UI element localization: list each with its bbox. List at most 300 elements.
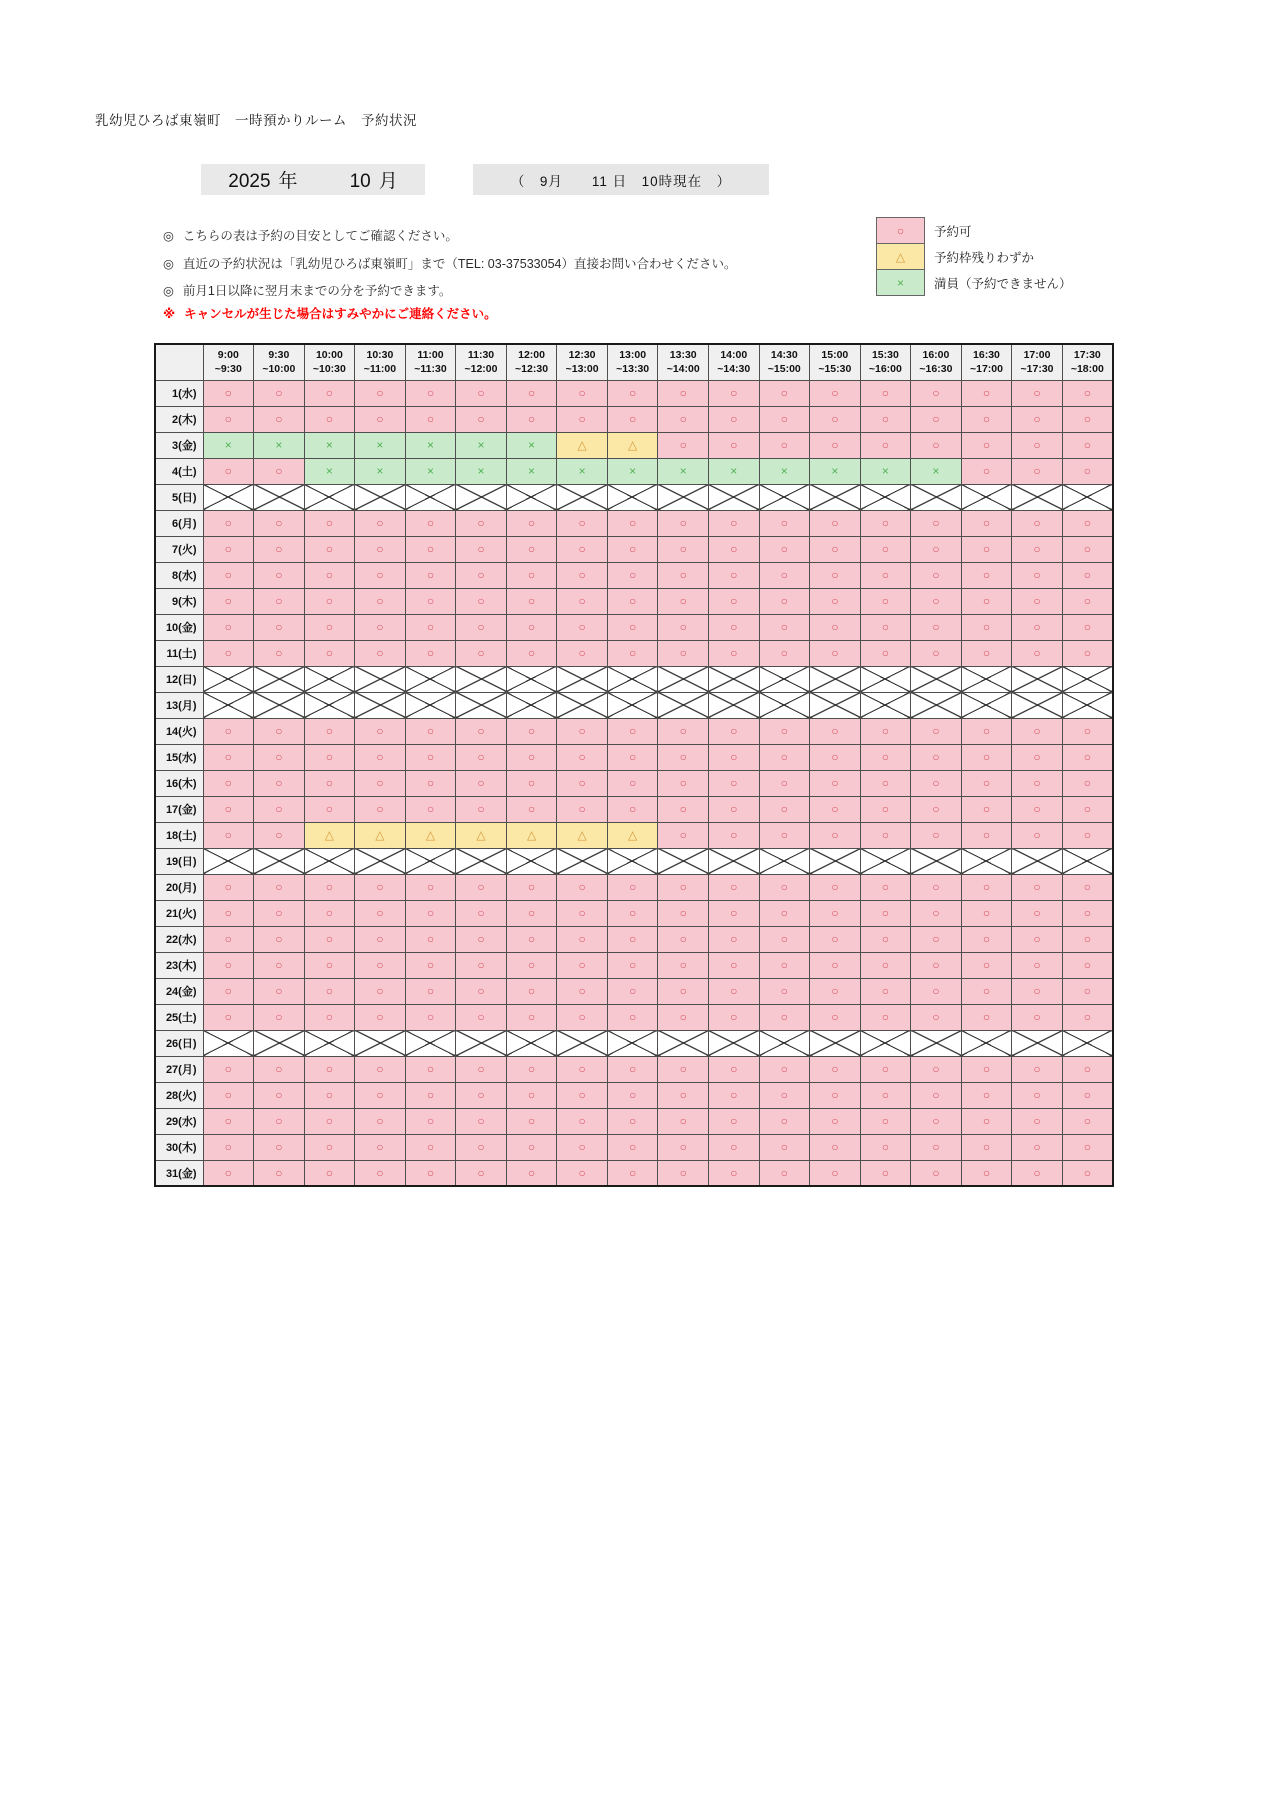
slot-cell-full: × xyxy=(405,432,456,458)
slot-cell-available: ○ xyxy=(759,900,810,926)
slot-cell-available: ○ xyxy=(405,1082,456,1108)
slot-cell-available: ○ xyxy=(355,1056,406,1082)
date-label: 15(水) xyxy=(155,744,203,770)
slot-cell-closed xyxy=(355,1030,406,1056)
date-label: 14(火) xyxy=(155,718,203,744)
slot-cell-closed xyxy=(607,848,658,874)
slot-cell-available: ○ xyxy=(658,1082,709,1108)
slot-cell-available: ○ xyxy=(1062,900,1113,926)
slot-cell-available: ○ xyxy=(456,1082,507,1108)
slot-cell-available: ○ xyxy=(658,744,709,770)
date-label: 27(月) xyxy=(155,1056,203,1082)
slot-cell-available: ○ xyxy=(355,874,406,900)
slot-cell-available: ○ xyxy=(456,562,507,588)
slot-cell-available: ○ xyxy=(658,822,709,848)
slot-cell-available: ○ xyxy=(203,796,254,822)
slot-cell-available: ○ xyxy=(759,1004,810,1030)
slot-cell-closed xyxy=(405,692,456,718)
slot-cell-available: ○ xyxy=(1062,926,1113,952)
slot-cell-available: ○ xyxy=(557,770,608,796)
slot-cell-available: ○ xyxy=(1012,744,1063,770)
slot-cell-closed xyxy=(860,692,911,718)
date-label: 28(火) xyxy=(155,1082,203,1108)
slot-cell-few-remaining: △ xyxy=(355,822,406,848)
note-marker: ◎ xyxy=(163,229,174,243)
date-row xyxy=(155,926,1113,952)
page-title: 乳幼児ひろば東嶺町 一時預かりルーム 予約状況 xyxy=(95,113,417,128)
slot-cell-available: ○ xyxy=(759,380,810,406)
slot-cell-available: ○ xyxy=(911,588,962,614)
slot-cell-available: ○ xyxy=(557,744,608,770)
slot-cell-available: ○ xyxy=(961,1004,1012,1030)
slot-cell-available: ○ xyxy=(506,614,557,640)
date-label: 11(土) xyxy=(155,640,203,666)
date-label: 31(金) xyxy=(155,1160,203,1186)
slot-cell-available: ○ xyxy=(1012,432,1063,458)
slot-cell-available: ○ xyxy=(1062,978,1113,1004)
slot-cell-available: ○ xyxy=(708,926,759,952)
slot-cell-closed xyxy=(911,666,962,692)
slot-cell-available: ○ xyxy=(203,978,254,1004)
slot-cell-full: × xyxy=(456,458,507,484)
slot-cell-few-remaining: △ xyxy=(557,822,608,848)
slot-cell-available: ○ xyxy=(658,952,709,978)
slot-cell-available: ○ xyxy=(708,432,759,458)
slot-cell-available: ○ xyxy=(911,562,962,588)
slot-cell-full: × xyxy=(304,458,355,484)
slot-cell-available: ○ xyxy=(254,614,305,640)
slot-cell-available: ○ xyxy=(203,874,254,900)
time-slot-header: 10:30 ~11:00 xyxy=(355,344,406,380)
slot-cell-available: ○ xyxy=(708,952,759,978)
slot-cell-available: ○ xyxy=(607,1160,658,1186)
date-label: 10(金) xyxy=(155,614,203,640)
note-text: こちらの表は予約の目安としてご確認ください。 xyxy=(182,229,458,243)
slot-cell-available: ○ xyxy=(911,1108,962,1134)
slot-cell-closed xyxy=(203,666,254,692)
slot-cell-available: ○ xyxy=(860,536,911,562)
slot-cell-available: ○ xyxy=(557,1134,608,1160)
slot-cell-available: ○ xyxy=(658,588,709,614)
slot-cell-available: ○ xyxy=(860,874,911,900)
date-row xyxy=(155,432,1113,458)
slot-cell-available: ○ xyxy=(860,978,911,1004)
slot-cell-available: ○ xyxy=(759,640,810,666)
slot-cell-available: ○ xyxy=(405,796,456,822)
year-month-box xyxy=(201,164,425,195)
slot-cell-available: ○ xyxy=(557,952,608,978)
slot-cell-available: ○ xyxy=(254,406,305,432)
time-slot-header: 11:30 ~12:00 xyxy=(456,344,507,380)
slot-cell-available: ○ xyxy=(1062,1134,1113,1160)
slot-cell-available: ○ xyxy=(456,588,507,614)
slot-cell-closed xyxy=(355,692,406,718)
slot-cell-available: ○ xyxy=(557,718,608,744)
slot-cell-available: ○ xyxy=(1012,874,1063,900)
slot-cell-available: ○ xyxy=(810,952,861,978)
slot-cell-available: ○ xyxy=(810,1056,861,1082)
slot-cell-closed xyxy=(557,666,608,692)
date-row xyxy=(155,380,1113,406)
slot-cell-closed xyxy=(607,666,658,692)
slot-cell-available: ○ xyxy=(1012,900,1063,926)
slot-cell-few-remaining: △ xyxy=(506,822,557,848)
slot-cell-available: ○ xyxy=(557,1082,608,1108)
slot-cell-available: ○ xyxy=(860,562,911,588)
slot-cell-available: ○ xyxy=(658,1134,709,1160)
slot-cell-closed xyxy=(658,848,709,874)
slot-cell-closed xyxy=(961,692,1012,718)
date-label: 30(木) xyxy=(155,1134,203,1160)
slot-cell-available: ○ xyxy=(557,614,608,640)
date-label: 26(日) xyxy=(155,1030,203,1056)
slot-cell-few-remaining: △ xyxy=(557,432,608,458)
slot-cell-closed xyxy=(1012,484,1063,510)
slot-cell-available: ○ xyxy=(203,406,254,432)
slot-cell-available: ○ xyxy=(810,406,861,432)
time-slot-header: 9:30 ~10:00 xyxy=(254,344,305,380)
slot-cell-available: ○ xyxy=(860,614,911,640)
slot-cell-available: ○ xyxy=(911,926,962,952)
date-row xyxy=(155,770,1113,796)
slot-cell-available: ○ xyxy=(1062,614,1113,640)
time-slot-header: 17:30 ~18:00 xyxy=(1062,344,1113,380)
slot-cell-available: ○ xyxy=(759,1056,810,1082)
legend xyxy=(876,218,1072,296)
slot-cell-available: ○ xyxy=(607,874,658,900)
slot-cell-available: ○ xyxy=(708,1134,759,1160)
reservation-status-table xyxy=(154,343,1114,1187)
slot-cell-available: ○ xyxy=(506,744,557,770)
year-group xyxy=(228,166,297,193)
slot-cell-available: ○ xyxy=(456,1056,507,1082)
date-label: 1(水) xyxy=(155,380,203,406)
slot-cell-available: ○ xyxy=(860,1160,911,1186)
slot-cell-available: ○ xyxy=(860,796,911,822)
slot-cell-available: ○ xyxy=(1062,406,1113,432)
slot-cell-available: ○ xyxy=(506,1108,557,1134)
slot-cell-available: ○ xyxy=(1062,1108,1113,1134)
slot-cell-available: ○ xyxy=(810,380,861,406)
slot-cell-available: ○ xyxy=(759,718,810,744)
slot-cell-closed xyxy=(203,692,254,718)
slot-cell-available: ○ xyxy=(759,874,810,900)
slot-cell-available: ○ xyxy=(911,770,962,796)
slot-cell-available: ○ xyxy=(506,1004,557,1030)
slot-cell-available: ○ xyxy=(759,978,810,1004)
slot-cell-available: ○ xyxy=(254,770,305,796)
slot-cell-available: ○ xyxy=(911,510,962,536)
slot-cell-available: ○ xyxy=(1012,796,1063,822)
slot-cell-closed xyxy=(254,484,305,510)
slot-cell-available: ○ xyxy=(557,796,608,822)
slot-cell-closed xyxy=(355,848,406,874)
slot-cell-available: ○ xyxy=(405,1004,456,1030)
slot-cell-available: ○ xyxy=(708,900,759,926)
slot-cell-available: ○ xyxy=(759,1134,810,1160)
slot-cell-available: ○ xyxy=(961,1160,1012,1186)
slot-cell-closed xyxy=(557,484,608,510)
legend-row-few-remaining xyxy=(876,243,1072,270)
slot-cell-available: ○ xyxy=(1012,614,1063,640)
slot-cell-available: ○ xyxy=(961,718,1012,744)
slot-cell-available: ○ xyxy=(607,1108,658,1134)
slot-cell-available: ○ xyxy=(1062,744,1113,770)
slot-cell-closed xyxy=(810,692,861,718)
slot-cell-available: ○ xyxy=(759,614,810,640)
date-label: 3(金) xyxy=(155,432,203,458)
slot-cell-few-remaining: △ xyxy=(607,432,658,458)
slot-cell-available: ○ xyxy=(759,926,810,952)
slot-cell-available: ○ xyxy=(1062,822,1113,848)
slot-cell-available: ○ xyxy=(658,874,709,900)
slot-cell-closed xyxy=(607,692,658,718)
slot-cell-available: ○ xyxy=(759,1108,810,1134)
slot-cell-available: ○ xyxy=(961,744,1012,770)
slot-cell-available: ○ xyxy=(405,926,456,952)
slot-cell-available: ○ xyxy=(304,588,355,614)
slot-cell-available: ○ xyxy=(961,874,1012,900)
time-slot-header: 12:00 ~12:30 xyxy=(506,344,557,380)
slot-cell-available: ○ xyxy=(860,1134,911,1160)
slot-cell-available: ○ xyxy=(961,432,1012,458)
slot-cell-available: ○ xyxy=(860,588,911,614)
slot-cell-available: ○ xyxy=(860,900,911,926)
slot-cell-closed xyxy=(759,692,810,718)
date-label: 22(水) xyxy=(155,926,203,952)
slot-cell-available: ○ xyxy=(405,744,456,770)
date-row xyxy=(155,1030,1113,1056)
note-check-guide xyxy=(163,226,458,244)
time-header-row xyxy=(155,344,1113,380)
slot-cell-available: ○ xyxy=(961,900,1012,926)
date-row xyxy=(155,666,1113,692)
slot-cell-available: ○ xyxy=(708,796,759,822)
slot-cell-available: ○ xyxy=(708,718,759,744)
slot-cell-available: ○ xyxy=(203,588,254,614)
slot-cell-available: ○ xyxy=(254,640,305,666)
slot-cell-closed xyxy=(557,692,608,718)
slot-cell-available: ○ xyxy=(911,952,962,978)
date-label: 7(火) xyxy=(155,536,203,562)
slot-cell-available: ○ xyxy=(961,406,1012,432)
slot-cell-available: ○ xyxy=(506,1160,557,1186)
date-row xyxy=(155,614,1113,640)
slot-cell-available: ○ xyxy=(810,874,861,900)
slot-cell-available: ○ xyxy=(607,380,658,406)
date-row xyxy=(155,978,1113,1004)
slot-cell-available: ○ xyxy=(405,1134,456,1160)
month-unit: 月 xyxy=(378,171,398,192)
slot-cell-available: ○ xyxy=(1012,458,1063,484)
slot-cell-available: ○ xyxy=(911,380,962,406)
slot-cell-available: ○ xyxy=(203,536,254,562)
slot-cell-available: ○ xyxy=(911,614,962,640)
slot-cell-closed xyxy=(254,1030,305,1056)
slot-cell-available: ○ xyxy=(304,380,355,406)
slot-cell-available: ○ xyxy=(658,1160,709,1186)
slot-cell-available: ○ xyxy=(456,952,507,978)
slot-cell-available: ○ xyxy=(304,952,355,978)
slot-cell-available: ○ xyxy=(860,718,911,744)
slot-cell-available: ○ xyxy=(658,926,709,952)
slot-cell-available: ○ xyxy=(708,1056,759,1082)
slot-cell-available: ○ xyxy=(810,900,861,926)
slot-cell-available: ○ xyxy=(355,770,406,796)
slot-cell-available: ○ xyxy=(405,614,456,640)
slot-cell-available: ○ xyxy=(405,770,456,796)
slot-cell-available: ○ xyxy=(304,1160,355,1186)
slot-cell-available: ○ xyxy=(810,1004,861,1030)
slot-cell-available: ○ xyxy=(961,510,1012,536)
slot-cell-available: ○ xyxy=(506,978,557,1004)
slot-cell-available: ○ xyxy=(911,406,962,432)
time-slot-header: 13:30 ~14:00 xyxy=(658,344,709,380)
slot-cell-available: ○ xyxy=(961,1108,1012,1134)
slot-cell-closed xyxy=(810,484,861,510)
slot-cell-closed xyxy=(860,848,911,874)
slot-cell-available: ○ xyxy=(961,952,1012,978)
slot-cell-available: ○ xyxy=(557,1160,608,1186)
date-label: 23(木) xyxy=(155,952,203,978)
slot-cell-available: ○ xyxy=(254,1004,305,1030)
legend-label: 予約可 xyxy=(934,224,972,239)
slot-cell-closed xyxy=(506,666,557,692)
slot-cell-available: ○ xyxy=(708,770,759,796)
date-row xyxy=(155,822,1113,848)
time-slot-header: 13:00 ~13:30 xyxy=(607,344,658,380)
slot-cell-closed xyxy=(1012,848,1063,874)
slot-cell-full: × xyxy=(405,458,456,484)
slot-cell-full: × xyxy=(911,458,962,484)
slot-cell-available: ○ xyxy=(759,1160,810,1186)
slot-cell-available: ○ xyxy=(557,380,608,406)
slot-cell-available: ○ xyxy=(810,562,861,588)
slot-cell-available: ○ xyxy=(405,588,456,614)
time-slot-header: 10:00 ~10:30 xyxy=(304,344,355,380)
slot-cell-available: ○ xyxy=(658,380,709,406)
slot-cell-closed xyxy=(1062,692,1113,718)
slot-cell-available: ○ xyxy=(810,1134,861,1160)
slot-cell-available: ○ xyxy=(911,900,962,926)
slot-cell-closed xyxy=(961,848,1012,874)
slot-cell-available: ○ xyxy=(304,744,355,770)
date-label: 13(月) xyxy=(155,692,203,718)
slot-cell-full: × xyxy=(759,458,810,484)
slot-cell-available: ○ xyxy=(860,1004,911,1030)
slot-cell-available: ○ xyxy=(658,562,709,588)
date-label: 2(木) xyxy=(155,406,203,432)
table-corner-cell xyxy=(155,344,203,380)
slot-cell-few-remaining: △ xyxy=(456,822,507,848)
slot-cell-available: ○ xyxy=(1062,1056,1113,1082)
slot-cell-closed xyxy=(405,666,456,692)
slot-cell-available: ○ xyxy=(405,640,456,666)
slot-cell-available: ○ xyxy=(456,510,507,536)
slot-cell-available: ○ xyxy=(1062,770,1113,796)
slot-cell-available: ○ xyxy=(810,588,861,614)
slot-cell-available: ○ xyxy=(961,1134,1012,1160)
slot-cell-available: ○ xyxy=(456,1160,507,1186)
slot-cell-closed xyxy=(1062,666,1113,692)
time-slot-header: 14:00 ~14:30 xyxy=(708,344,759,380)
slot-cell-available: ○ xyxy=(759,796,810,822)
slot-cell-closed xyxy=(708,484,759,510)
slot-cell-closed xyxy=(759,484,810,510)
slot-cell-available: ○ xyxy=(304,536,355,562)
slot-cell-available: ○ xyxy=(607,562,658,588)
slot-cell-available: ○ xyxy=(810,822,861,848)
slot-cell-full: × xyxy=(203,432,254,458)
slot-cell-available: ○ xyxy=(355,926,406,952)
date-row xyxy=(155,952,1113,978)
note-marker: ◎ xyxy=(163,257,174,271)
slot-cell-closed xyxy=(557,1030,608,1056)
date-row xyxy=(155,1134,1113,1160)
slot-cell-available: ○ xyxy=(355,1134,406,1160)
slot-cell-available: ○ xyxy=(506,380,557,406)
slot-cell-available: ○ xyxy=(203,744,254,770)
slot-cell-available: ○ xyxy=(911,874,962,900)
time-slot-header: 16:00 ~16:30 xyxy=(911,344,962,380)
slot-cell-closed xyxy=(658,484,709,510)
slot-cell-available: ○ xyxy=(405,900,456,926)
slot-cell-available: ○ xyxy=(506,510,557,536)
slot-cell-available: ○ xyxy=(557,406,608,432)
date-label: 25(土) xyxy=(155,1004,203,1030)
slot-cell-available: ○ xyxy=(708,380,759,406)
slot-cell-closed xyxy=(911,692,962,718)
slot-cell-available: ○ xyxy=(961,978,1012,1004)
slot-cell-available: ○ xyxy=(810,640,861,666)
slot-cell-available: ○ xyxy=(1012,978,1063,1004)
slot-cell-available: ○ xyxy=(506,1134,557,1160)
slot-cell-available: ○ xyxy=(810,770,861,796)
warning-text: キャンセルが生じた場合はすみやかにご連絡ください。 xyxy=(184,307,497,321)
warning-marker: ※ xyxy=(163,307,176,321)
slot-cell-available: ○ xyxy=(911,432,962,458)
slot-cell-available: ○ xyxy=(506,1082,557,1108)
slot-cell-available: ○ xyxy=(961,562,1012,588)
slot-cell-available: ○ xyxy=(658,978,709,1004)
note-text: 前月1日以降に翌月末までの分を予約できます。 xyxy=(182,284,452,298)
note-text: 直近の予約状況は「乳幼児ひろば東嶺町」まで（TEL: 03-37533054）直接お問い合わせください。 xyxy=(182,257,737,271)
slot-cell-available: ○ xyxy=(658,718,709,744)
slot-cell-available: ○ xyxy=(203,1082,254,1108)
slot-cell-available: ○ xyxy=(304,510,355,536)
slot-cell-available: ○ xyxy=(658,640,709,666)
slot-cell-closed xyxy=(557,848,608,874)
slot-cell-available: ○ xyxy=(759,432,810,458)
slot-cell-closed xyxy=(304,484,355,510)
slot-cell-available: ○ xyxy=(203,458,254,484)
slot-cell-available: ○ xyxy=(405,874,456,900)
slot-cell-available: ○ xyxy=(304,796,355,822)
year-value: 2025 xyxy=(228,171,271,192)
date-row xyxy=(155,848,1113,874)
slot-cell-available: ○ xyxy=(607,1134,658,1160)
slot-cell-available: ○ xyxy=(1062,432,1113,458)
slot-cell-available: ○ xyxy=(254,796,305,822)
slot-cell-closed xyxy=(254,848,305,874)
slot-cell-available: ○ xyxy=(355,1082,406,1108)
slot-cell-available: ○ xyxy=(708,978,759,1004)
legend-row-full xyxy=(876,269,1072,296)
slot-cell-closed xyxy=(961,1030,1012,1056)
slot-cell-closed xyxy=(254,692,305,718)
slot-cell-available: ○ xyxy=(961,1082,1012,1108)
slot-cell-available: ○ xyxy=(355,588,406,614)
